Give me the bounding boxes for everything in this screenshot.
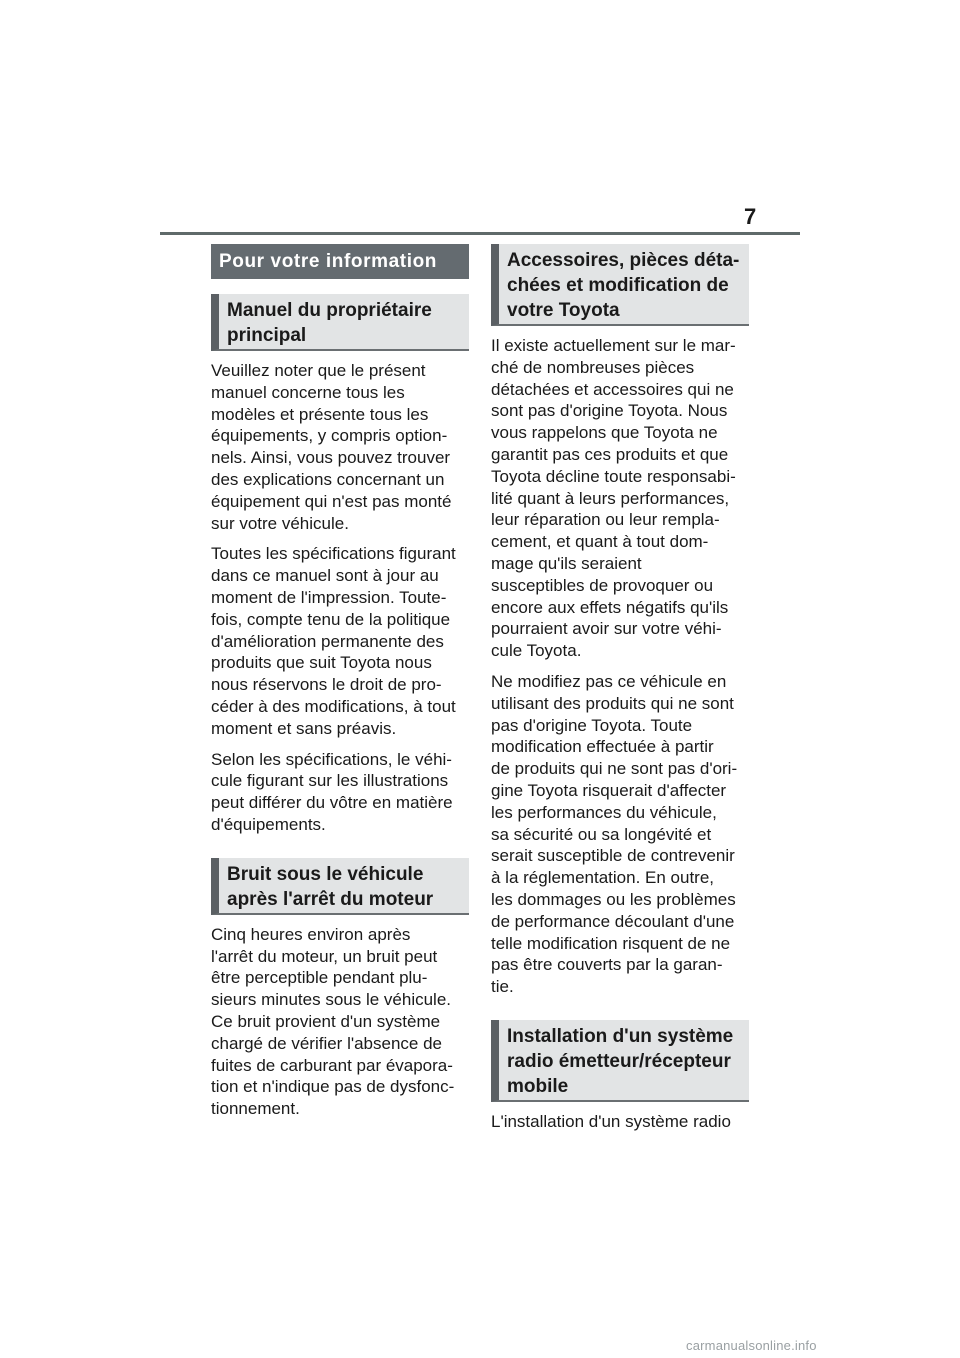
- paragraph: Ne modifiez pas ce véhicule en utilisant des produits qui ne sont pas d'origine Toyota. Toute modification effectuée à partir de produits qui ne sont pas d'ori- gine Toyota risquerait d'affecter les performances du véhicule, sa sécurité ou sa longévité et serait susceptible de contrevenir à la réglementation. En outre, les dommages ou les problèmes de performance découlant d'une telle modification risquent de ne pas être couverts par la garan- tie.: [491, 671, 738, 997]
- page-number: 7: [744, 204, 757, 229]
- heading-accessoires: Accessoires, pièces déta- chées et modification de votre Toyota: [491, 244, 749, 326]
- paragraph: Toutes les spécifications figurant dans ce manuel sont à jour au moment de l'impression. Toute- fois, compte tenu de la politique d'amélioration permanente des produits que suit Toyota nous nous réservons le droit de pro- céder à des modifications, à tout moment et sans préavis.: [211, 544, 456, 738]
- paragraph: Cinq heures environ après l'arrêt du moteur, un bruit peut être perceptible pendant plu- sieurs minutes sous le véhicule. Ce bruit provient d'un système chargé de vérifier l'absence de fuites de carburant par évapora- tion et n'indique pas de dysfonc- tionnement.: [211, 924, 455, 1119]
- left-column: [211, 244, 469, 1120]
- paragraph: Selon les spécifications, le véhi- cule figurant sur les illustrations peut différer du vôtre en matière d'équipements.: [211, 749, 453, 834]
- heading-manuel-proprietaire: Manuel du propriétaire principal: [211, 294, 469, 351]
- right-column: [491, 244, 749, 1133]
- heading-installation-radio: Installation d'un système radio émetteur/récepteur mobile: [491, 1020, 749, 1102]
- paragraph: Il existe actuellement sur le mar- ché de nombreuses pièces détachées et accessoires qui ne sont pas d'origine Toyota. Nous vous rappelons que Toyota ne garantit pas ces produits et que Toyota décline toute responsabi- lité quant à leurs performances, leur réparation ou leur rempla- cement, et quant à tout dom- mage qu'ils seraient susceptibles de provoquer ou encore aux effets négatifs qu'ils pourraient avoir sur votre véhi- cule Toyota.: [491, 336, 736, 661]
- section-banner: Pour votre information: [211, 244, 469, 279]
- paragraph: Veuillez noter que le présent manuel concerne tous les modèles et présente tous les équipements, y compris option- nels. Ainsi, vous pouvez trouver des explications concernant un équipement qui n'est pas monté sur votre véhicule.: [211, 361, 452, 533]
- header-rule: [160, 232, 800, 235]
- footer-watermark: carmanualsonline.info: [686, 1338, 817, 1353]
- heading-bruit-vehicule: Bruit sous le véhicule après l'arrêt du moteur: [211, 858, 469, 915]
- paragraph: L'installation d'un système radio: [491, 1111, 731, 1131]
